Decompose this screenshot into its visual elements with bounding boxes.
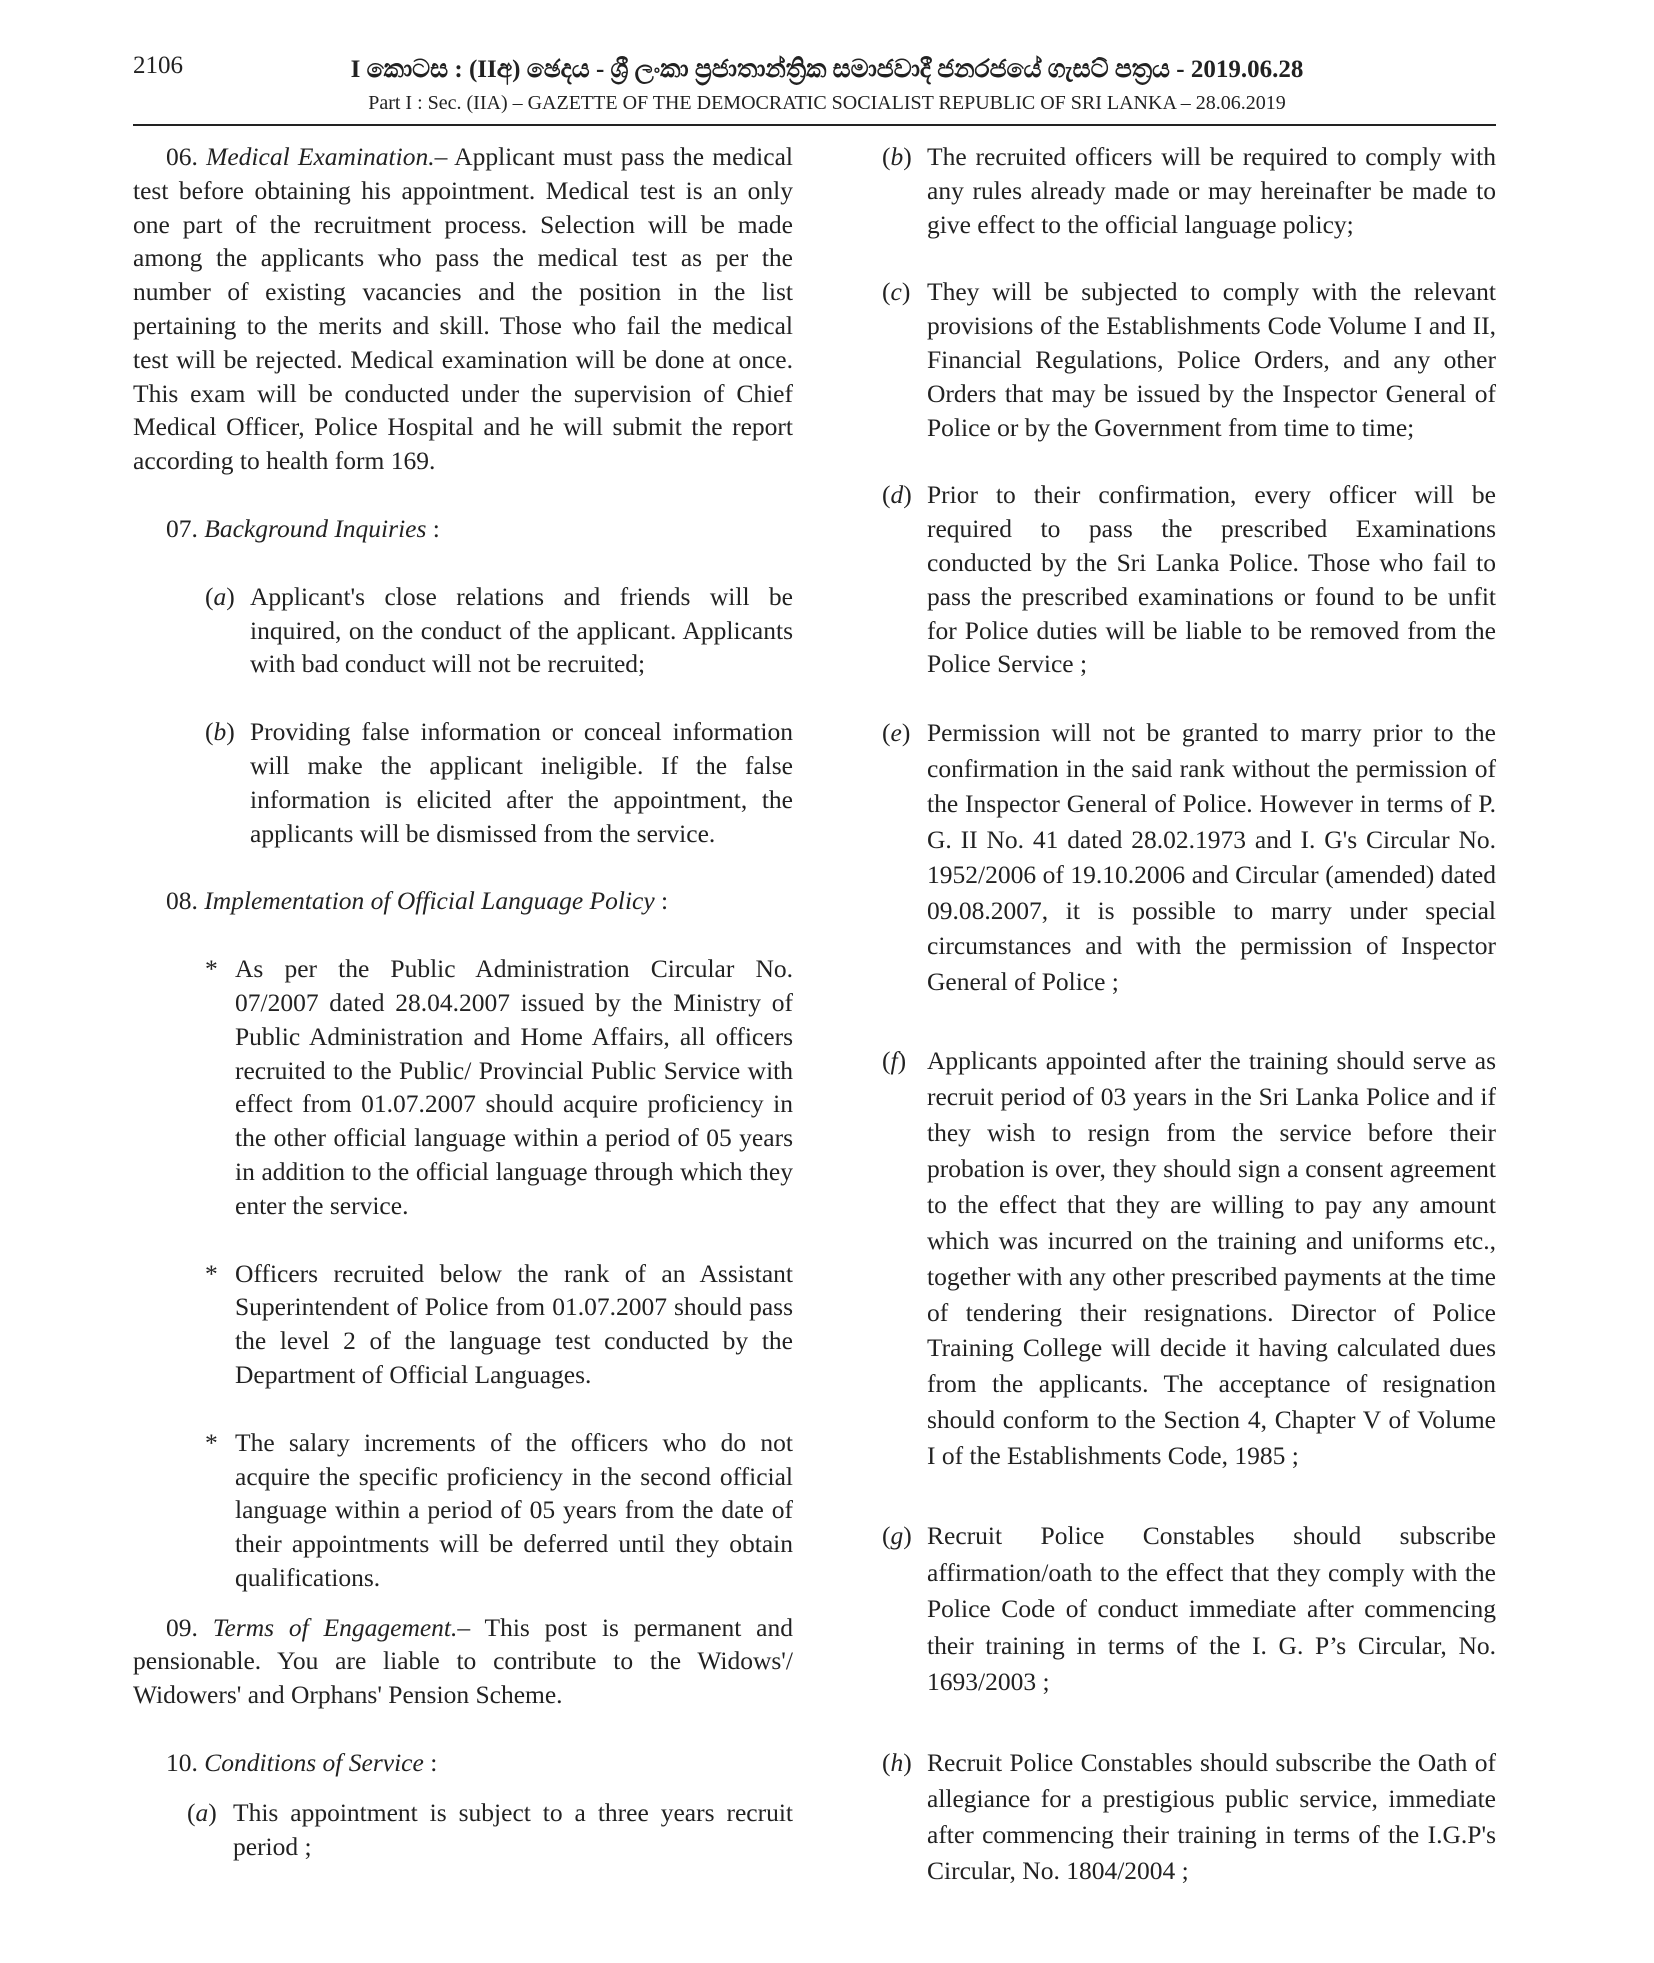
conditions-item-b: (b) The recruited officers will be required to comply with any rules already made or may hereinafter be made to give effect to the official language policy;: [882, 142, 1496, 239]
section-08-bullet-3: * The salary increments of the officers who do not acquire the specific proficiency in the second official language within a period of 05 years from the date of their appointments will be deferred until they obtain qualifications.: [205, 1427, 793, 1592]
header-divider: [133, 124, 1496, 126]
page-header: [0, 0, 1654, 130]
section-08-bullet-2: * Officers recruited below the rank of an Assistant Superintendent of Police from 01.07.2007 should pass the level 2 of the language test conducted by the Department of Official Languages.: [205, 1258, 793, 1389]
section-06-body: – Applicant must pass the medical test before obtaining his appointment. Medical test is an only one part of the recruitment process. Selection will be made among the applicants who pass the medical test as per the number of existing vacancies and the position in the list pertaining to the merits and skill. Those who fail the medical test will be rejected. Medical examination will be done at once. This exam will be conducted under the supervision of Chief Medical Officer, Police Hospital and he will submit the report according to health form 169.: [133, 142, 793, 476]
section-07-item-b: (b) Providing false information or conceal information will make the applicant ineligible. If the false information is elicited after the appointment, the applicants will be dismissed from the service.: [205, 717, 793, 848]
conditions-item-c: (c) They will be subjected to comply with the relevant provisions of the Establishments Code Volume I and II, Financial Regulations, Police Orders, and any other Orders that may be issued by the Inspector General of Police or by the Government from time to time;: [882, 277, 1496, 442]
section-08-title: Implementation of Official Language Policy: [204, 886, 655, 916]
section-07-title: Background Inquiries: [204, 513, 427, 543]
left-column: [133, 140, 793, 1863]
section-10-heading: 10. Conditions of Service :: [166, 1748, 438, 1778]
conditions-item-e: (e) Permission will not be granted to marry prior to the confirmation in the said rank without the permission of the Inspector General of Police. However in terms of P. G. II No. 41 dated 28.02.1973 and I. G's Circular No. 1952/2006 of 19.10.2006 and Circular (amended) dated 09.08.2007, it is possible to marry under special circumstances and with the permission of Inspector General of Police ;: [882, 718, 1496, 996]
gazette-title-sinhala: I කොටස : (IIඅ) ඡෙදය - ශ්‍රී ලංකා ප්‍රජාතාන්ත්‍රික සමාජවාදී ජනරජයේ ගැසට් පත්‍රය - 2019.06.28: [350, 56, 1304, 83]
section-10-item-a: (a) This appointment is subject to a three years recruit period ;: [187, 1797, 793, 1861]
conditions-item-g: (g) Recruit Police Constables should subscribe affirmation/oath to the effect that they comply with the Police Code of conduct immediate after commencing their training in terms of the I. G. P’s Circular, No. 1693/2003 ;: [882, 1521, 1496, 1697]
section-09-terms-of-engagement: 09. Terms of Engagement.– This post is permanent and pensionable. You are liable to contribute to the Widows'/ Widowers' and Orphans' Pension Scheme.: [133, 1612, 794, 1710]
section-10-title: Conditions of Service: [204, 1748, 424, 1778]
conditions-item-d: (d) Prior to their confirmation, every officer will be required to pass the prescribed Examinations conducted by the Sri Lanka Police. Those who fail to pass the prescribed examinations or found to be unfit for Police duties will be liable to be removed from the Police Service ;: [882, 480, 1496, 679]
page-number: 2106: [133, 52, 183, 79]
section-06-medical-examination: 06. Medical Examination.– Applicant must pass the medical test before obtaining his appointment. Medical test is an only one part of the recruitment process. Selection will be made among the applicants who pass the medical test as per the number of existing vacancies and the position in the list pertaining to the merits and skill. Those who fail the medical test will be rejected. Medical examination will be done at once. This exam will be conducted under the supervision of Chief Medical Officer, Police Hospital and he will submit the report according to health form 169.: [133, 142, 793, 476]
gazette-title-english: Part I : Sec. (IIA) – GAZETTE OF THE DEMOCRATIC SOCIALIST REPUBLIC OF SRI LANKA – 28.06.2019: [368, 92, 1286, 114]
section-08-heading: 08. Implementation of Official Language Policy :: [166, 886, 669, 916]
section-08-bullet-1: * As per the Public Administration Circular No. 07/2007 dated 28.04.2007 issued by the Ministry of Public Administration and Home Affairs, all officers recruited to the Public/ Provincial Public Service with effect from 01.07.2007 should acquire proficiency in the other official language within a period of 05 years in addition to the official language through which they enter the service.: [205, 954, 793, 1220]
section-09-title: Terms of Engagement.: [212, 1612, 458, 1642]
conditions-item-f: (f) Applicants appointed after the training should serve as recruit period of 03 years in the Sri Lanka Police and if they wish to resign from the service before their probation is over, they should sign a consent agreement to the effect that they are willing to pay any amount which was incurred on the training and uniforms etc., together with any other prescribed payments at the time of tendering their resignations. Director of Police Training College will decide it having calculated dues from the applicants. The acceptance of resignation should conform to the Section 4, Chapter V of Volume I of the Establishments Code, 1985 ;: [882, 1046, 1496, 1471]
section-07-heading: 07. Background Inquiries :: [166, 513, 440, 543]
section-06-title: Medical Examination.: [206, 142, 435, 171]
conditions-item-h: (h) Recruit Police Constables should subscribe the Oath of allegiance for a prestigious public service, immediate after commencing their training in terms of the I.G.P's Circular, No. 1804/2004 ;: [882, 1747, 1496, 1885]
right-column: [882, 140, 1496, 1889]
section-07-item-a: (a) Applicant's close relations and friends will be inquired, on the conduct of the applicant. Applicants with bad conduct will not be recruited;: [205, 581, 793, 679]
